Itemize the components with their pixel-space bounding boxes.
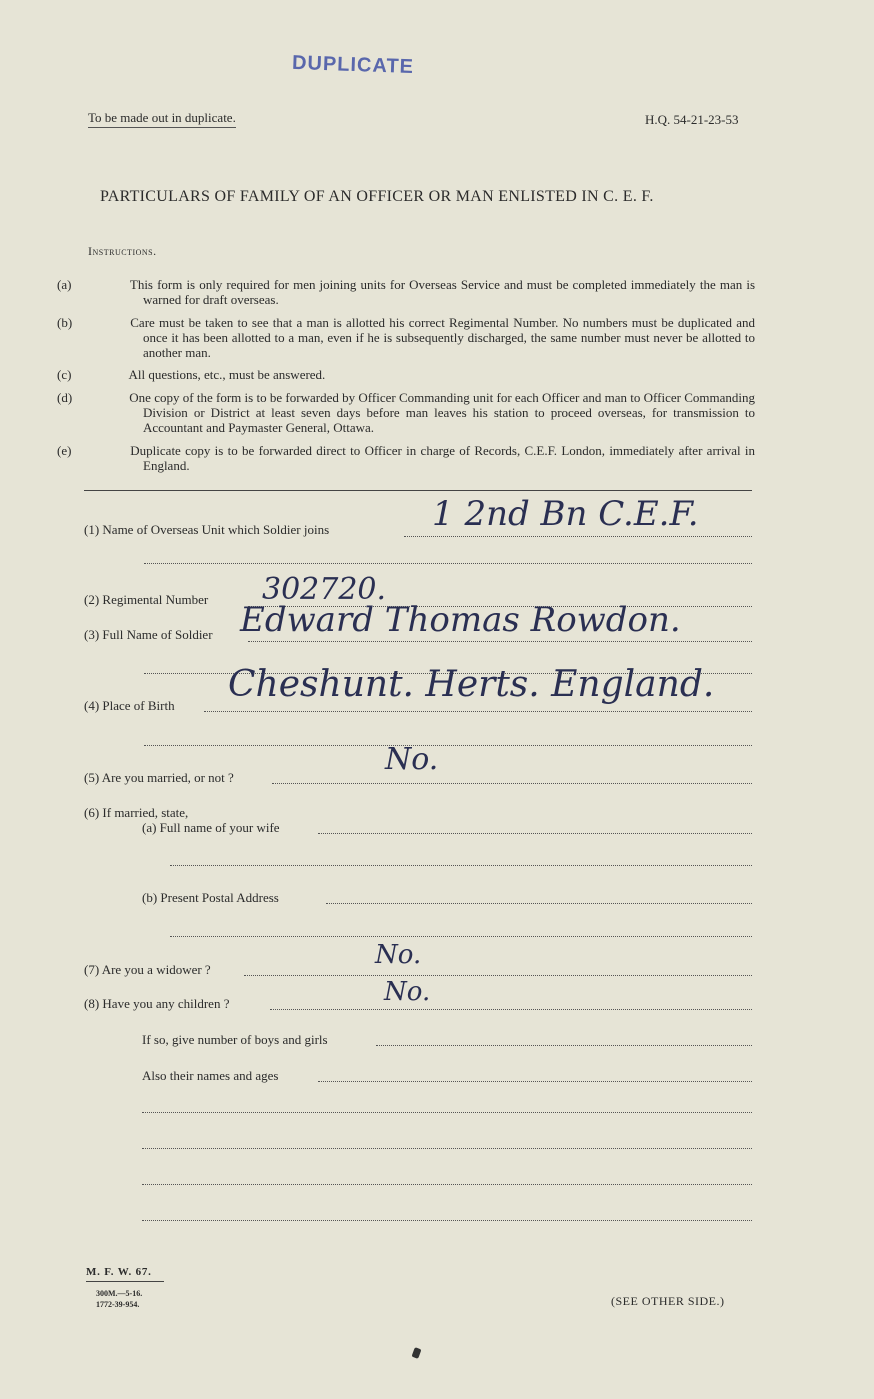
q6b-continuation-line [170, 936, 752, 937]
instruction-item-d [57, 390, 756, 435]
q1-label: (1) Name of Overseas Unit which Soldier joins [84, 522, 330, 537]
q6-label: (6) If married, state, [84, 805, 189, 820]
instruction-item-c [57, 367, 755, 382]
instructions-heading: Instructions. [88, 244, 157, 258]
q8-label: (8) Have you any children ? [84, 996, 230, 1011]
names-ages-label: Also their names and ages [142, 1068, 279, 1083]
duplicate-instruction-note: To be made out in duplicate. [88, 110, 236, 128]
q1-continuation-line [144, 563, 752, 564]
instruction-text: This form is only required for men joining units for Overseas Service and must be completed immediately the man is warned for draft overseas. [129, 277, 756, 307]
form-reference-number: H.Q. 54-21-23-53 [645, 112, 739, 127]
q8-answer-line [270, 1009, 752, 1010]
instruction-text: Care must be taken to see that a man is allotted his correct Regimental Number. No numbers must be duplicated and once it has been allotted to a man, even if he is subsequently discharged, the same number must never be allotted to another man. [130, 315, 756, 360]
instruction-label: (e) [57, 443, 72, 458]
q6b-answer-line [326, 903, 752, 904]
names-ages-line [142, 1148, 752, 1149]
names-ages-line [142, 1220, 752, 1221]
names-ages-line [142, 1112, 752, 1113]
instruction-item-b [57, 315, 756, 360]
printing-info-line: 1772-39-954. [96, 1300, 140, 1309]
q2-handwritten-answer: 302720. [262, 572, 387, 607]
q1-answer-line [404, 536, 752, 537]
q8-handwritten-answer: No. [384, 977, 431, 1007]
q4-continuation-line [144, 745, 752, 746]
q5-handwritten-answer: No. [385, 742, 439, 777]
instruction-text: All questions, etc., must be answered. [128, 367, 326, 382]
q6a-answer-line [318, 833, 752, 834]
duplicate-stamp: DUPLICATE [291, 51, 415, 79]
q3-handwritten-answer: Edward Thomas Rowdon. [240, 600, 681, 640]
section-divider [84, 490, 752, 491]
q7-answer-line [244, 975, 752, 976]
boys-girls-answer-line [376, 1045, 752, 1046]
q4-handwritten-answer: Cheshunt. Herts. England. [228, 664, 715, 705]
q6a-continuation-line [170, 865, 752, 866]
q4-label: (4) Place of Birth [84, 698, 175, 713]
see-other-side-note: (SEE OTHER SIDE.) [611, 1294, 725, 1308]
form-code: M. F. W. 67. [86, 1266, 152, 1278]
form-code-underline [86, 1281, 164, 1282]
q1-handwritten-answer: 1 2nd Bn C.E.F. [432, 494, 699, 534]
boys-girls-label: If so, give number of boys and girls [142, 1032, 328, 1047]
q7-handwritten-answer: No. [375, 940, 422, 970]
names-ages-line [142, 1184, 752, 1185]
q5-answer-line [272, 783, 752, 784]
instruction-item-a [57, 277, 756, 307]
q3-label: (3) Full Name of Soldier [84, 627, 213, 642]
names-ages-answer-line [318, 1081, 752, 1082]
instruction-text: One copy of the form is to be forwarded by Officer Commanding unit for each Officer and man to Officer Commanding Division or District at least seven days before man leaves his station to proceed overseas, for transmission to Accountant and Paymaster General, Ottawa. [129, 390, 756, 435]
form-title: PARTICULARS OF FAMILY OF AN OFFICER OR MAN ENLISTED IN C. E. F. [100, 188, 654, 205]
q5-label: (5) Are you married, or not ? [84, 770, 234, 785]
instruction-label: (a) [57, 277, 72, 292]
instruction-label: (d) [57, 390, 73, 405]
q4-answer-line [204, 711, 752, 712]
printing-info-line: 300M.—5-16. [96, 1289, 143, 1298]
q6b-label: (b) Present Postal Address [142, 890, 279, 905]
instruction-label: (c) [57, 367, 72, 382]
ink-mark [412, 1347, 422, 1359]
q3-answer-line [248, 641, 752, 642]
instruction-item-e [57, 443, 756, 473]
instruction-text: Duplicate copy is to be forwarded direct to Officer in charge of Records, C.E.F. London, immediately after arrival in England. [130, 443, 756, 473]
q2-label: (2) Regimental Number [84, 592, 209, 607]
q6a-label: (a) Full name of your wife [142, 820, 280, 835]
q7-label: (7) Are you a widower ? [84, 962, 211, 977]
instruction-label: (b) [57, 315, 73, 330]
